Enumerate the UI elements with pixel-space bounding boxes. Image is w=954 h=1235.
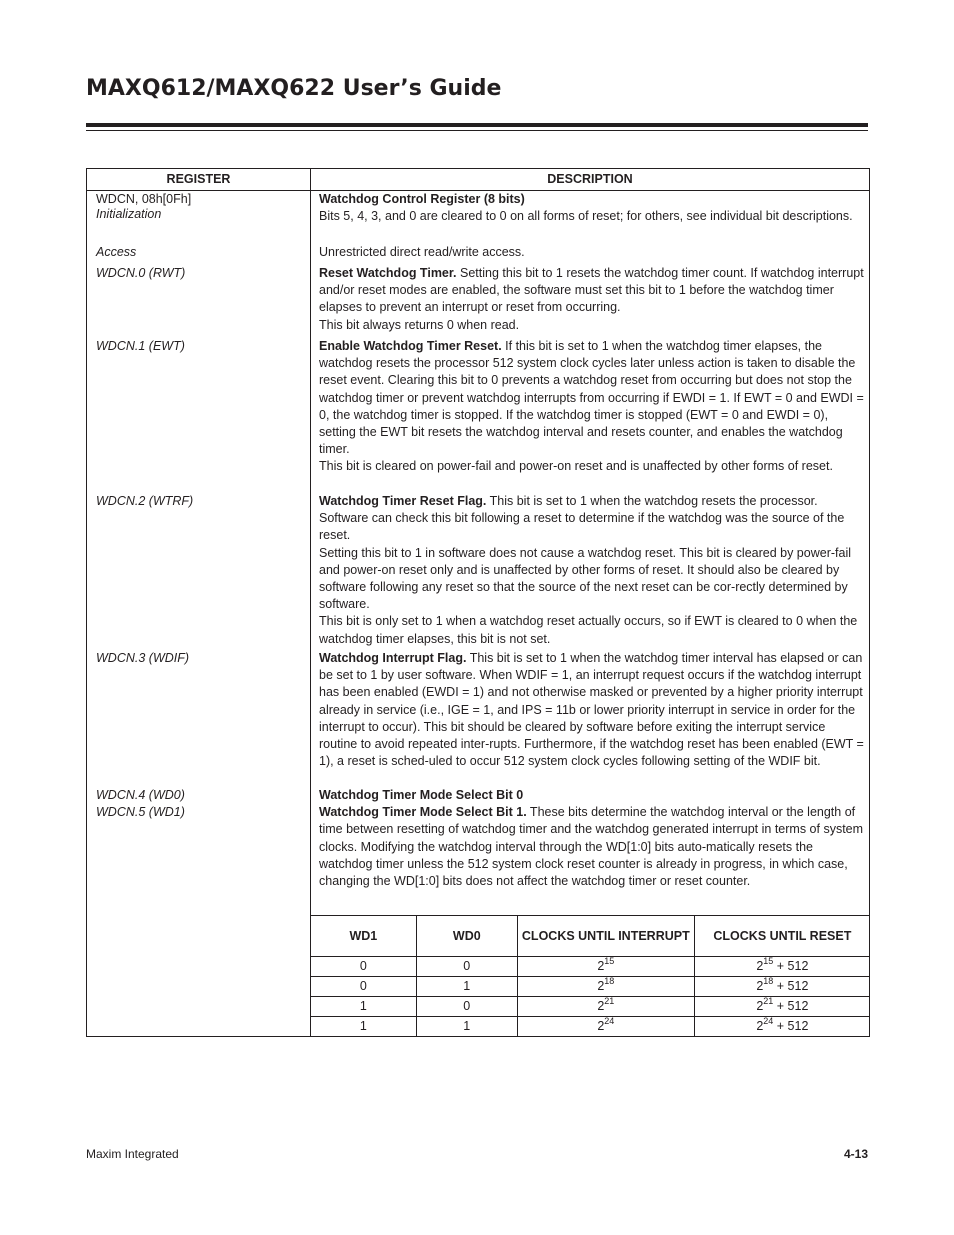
- rwt-title: Reset Watchdog Timer.: [319, 266, 457, 280]
- wtrf-description: [319, 493, 865, 648]
- wdif-text: This bit is set to 1 when the watchdog timer interval has elapsed or can be set to 1 by user software. When WDIF = 1, an interrupt request occurs if the watchdog interrupt has been enabled (EWDI = 1) and not otherwise masked or prevented by a higher priority interrupt already in service (i.e., IGE = 1, and IPS = 11b or lower priority interrupt in service in order for the interrupt to occur). This bit should be cleared by software before exiting the interrupt service routine to avoid repeated inter-rupts. Furthermore, if the watchdog reset has been enabled (EWT = 1), a reset is sched-uled to occur 512 system clock cycles following setting of the WDIF bit.: [319, 651, 864, 769]
- register-table: [86, 168, 870, 1037]
- wd1-title: Watchdog Timer Mode Select Bit 1.: [319, 805, 527, 820]
- table-row: [311, 977, 870, 997]
- wdif-description: [319, 650, 865, 770]
- wd0-header: WD0: [416, 916, 517, 957]
- wd1-cell: 1: [311, 997, 416, 1017]
- bit-label-wd0: WDCN.4 (WD0): [96, 788, 185, 802]
- bit-label-ewt: WDCN.1 (EWT): [96, 339, 185, 353]
- wd1-cell: 0: [311, 957, 416, 977]
- wd0-cell: 0: [416, 997, 517, 1017]
- wtrf-title: Watchdog Timer Reset Flag.: [319, 494, 487, 508]
- clocks-interrupt-header: CLOCKS UNTIL INTERRUPT: [517, 916, 694, 957]
- wtrf-text-3: This bit is only set to 1 when a watchdog reset actually occurs, so if EWT is cleared to 0 when the watchdog timer elapses, this bit is not set.: [319, 614, 858, 646]
- register-column-header: REGISTER: [166, 172, 231, 186]
- wd-description: [319, 787, 865, 890]
- wd1-cell: 0: [311, 977, 416, 997]
- wtrf-text-2: Setting this bit to 1 in software does not cause a watchdog reset. This bit is cleared by power-fail and power-on reset only and is unaffected by other forms of reset. It should also be cleared by software following any reset so that the source of the next reset can be cor-rectly determined by software.: [319, 545, 851, 612]
- access-label: Access: [96, 245, 137, 259]
- clocks-reset-cell: $2^{15} + 512$: [694, 957, 870, 977]
- bit-label-rwt: WDCN.0 (RWT): [96, 266, 186, 280]
- wd1-cell: 1: [311, 1017, 416, 1037]
- wtrf-text: This bit is set to 1 when the watchdog resets the processor. Software can check this bit following a reset to determine if the watchdog was the source of the reset.: [319, 494, 845, 543]
- register-title: Watchdog Control Register (8 bits): [319, 192, 525, 206]
- wd0-cell: 1: [416, 1017, 517, 1037]
- register-name: WDCN, 08h[0Fh]: [96, 192, 192, 206]
- wd1-text: These bits determine the watchdog interval or the length of time between resetting of watchdog timer and the watchdog generated interrupt in terms of system clocks. Modifying the watchdog interval through the WD[1:0] bits auto-matically resets the watchdog timer unless the 512 system clock reset counter is already in progress, in which case, changing the WD[1:0] bits does not affect the watchdog timer or reset counter.: [319, 805, 864, 889]
- clocks-interrupt-cell: $2^{18}$: [517, 977, 694, 997]
- ewt-text: If this bit is set to 1 when the watchdog timer elapses, the watchdog resets the processor 512 system clock cycles later unless action is taken to disable the reset event. Clearing this bit to 0 prevents a watchdog reset from occurring but does not stop the watchdog timer or prevent watchdog interrupts from occurring if EWDI = 1. If EWT = 0 and EWDI = 0, the watchdog timer is stopped. If the watchdog timer is stopped (EWT = 0 and EWDI = 0), setting the EWT bit resets the watchdog interval and resets counter, and enables the watchdog timer.: [319, 339, 864, 457]
- column-divider: [310, 169, 311, 1036]
- rwt-text: Setting this bit to 1 resets the watchdog timer count. If watchdog interrupt and/or reset modes are enabled, the software must set this bit to 1 before the watchdog timer elapses to prevent an interrupt or reset from occurring.: [319, 266, 864, 315]
- ewt-description: [319, 338, 865, 476]
- register-title-desc: [319, 191, 865, 225]
- footer-company: Maxim Integrated: [86, 1147, 179, 1161]
- watchdog-interval-table: [311, 915, 869, 1036]
- access-text: Unrestricted direct read/write access.: [319, 245, 525, 259]
- ewt-text-2: This bit is cleared on power-fail and power-on reset and is unaffected by other forms of reset.: [319, 459, 833, 474]
- table-row: [311, 957, 870, 977]
- page-number: 4-13: [843, 1147, 868, 1161]
- bit-label-wtrf: WDCN.2 (WTRF): [96, 494, 194, 508]
- title-rule-thick: [86, 123, 868, 127]
- wd0-cell: 0: [416, 957, 517, 977]
- wd1-header: WD1: [311, 916, 416, 957]
- interval-table-header: [311, 916, 870, 957]
- bit-label-wd1: WDCN.5 (WD1): [96, 805, 185, 819]
- table-row: [311, 1017, 870, 1037]
- title-rule-thin: [86, 130, 868, 131]
- bit-label-wdif: WDCN.3 (WDIF): [96, 651, 190, 665]
- clocks-interrupt-cell: $2^{24}$: [517, 1017, 694, 1037]
- page-title: MAXQ612/MAXQ622 User’s Guide: [86, 76, 502, 101]
- initialization-text: Bits 5, 4, 3, and 0 are cleared to 0 on all forms of reset; for others, see individual bit descriptions.: [319, 209, 853, 224]
- wd0-cell: 1: [416, 977, 517, 997]
- initialization-label: Initialization: [96, 207, 162, 221]
- clocks-reset-header: CLOCKS UNTIL RESET: [694, 916, 870, 957]
- clocks-reset-cell: $2^{21} + 512$: [694, 997, 870, 1017]
- clocks-reset-cell: $2^{18} + 512$: [694, 977, 870, 997]
- rwt-text-2: This bit always returns 0 when read.: [319, 317, 520, 332]
- description-column-header: DESCRIPTION: [547, 172, 633, 186]
- rwt-description: [319, 265, 865, 334]
- ewt-title: Enable Watchdog Timer Reset.: [319, 339, 502, 353]
- clocks-interrupt-cell: $2^{15}$: [517, 957, 694, 977]
- clocks-interrupt-cell: $2^{21}$: [517, 997, 694, 1017]
- wdif-title: Watchdog Interrupt Flag.: [319, 651, 467, 665]
- wd0-title: Watchdog Timer Mode Select Bit 0: [319, 788, 524, 802]
- table-row: [311, 997, 870, 1017]
- clocks-reset-cell: $2^{24} + 512$: [694, 1017, 870, 1037]
